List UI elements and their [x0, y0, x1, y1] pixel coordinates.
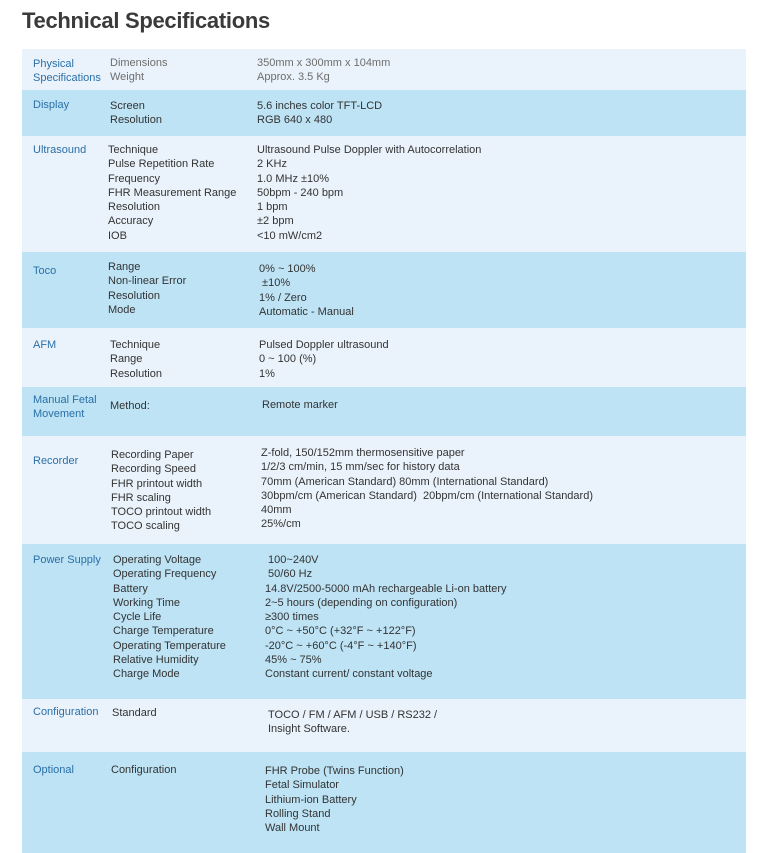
spec-row [22, 49, 746, 90]
spec-label: Range [110, 353, 143, 366]
spec-label: Mode [108, 303, 136, 316]
spec-label: Recording Speed [111, 463, 197, 476]
spec-category-line: Manual Fetal [33, 394, 97, 406]
spec-values [265, 553, 507, 682]
spec-row [22, 752, 746, 853]
spec-label: Resolution [110, 367, 162, 380]
spec-label: Relative Humidity [113, 654, 199, 667]
spec-category [33, 143, 86, 157]
spec-value: <10 mW/cm2 [257, 229, 323, 242]
spec-values [265, 764, 404, 835]
spec-label: Accuracy [108, 215, 154, 228]
spec-label: Configuration [111, 764, 177, 776]
spec-value: Remote marker [262, 399, 338, 411]
spec-labels [111, 763, 176, 777]
spec-category-line: Configuration [33, 706, 99, 718]
page-title: Technical Specifications [22, 8, 270, 33]
spec-category [33, 338, 56, 352]
spec-labels [110, 338, 162, 381]
spec-value: 40mm [261, 504, 292, 517]
spec-category-line: Toco [33, 265, 57, 277]
spec-category-line: Display [33, 99, 70, 111]
spec-label: TOCO scaling [111, 520, 180, 533]
spec-label: Standard [112, 707, 157, 719]
spec-values [268, 708, 437, 737]
spec-value: 1% [259, 367, 275, 380]
spec-row [22, 544, 746, 699]
spec-label: Method: [110, 400, 150, 412]
spec-value: 2 KHz [257, 158, 287, 171]
spec-label: Cycle Life [113, 611, 162, 624]
spec-category-line: Specifications [33, 72, 101, 84]
spec-category [33, 763, 74, 777]
spec-label: Non-linear Error [108, 275, 187, 288]
spec-value: 350mm x 300mm x 104mm [257, 57, 391, 69]
spec-value: 70mm (American Standard) 80mm (International Standard) [261, 475, 549, 488]
spec-label: Operating Temperature [113, 639, 226, 652]
spec-labels [110, 56, 167, 85]
spec-row [22, 436, 746, 544]
spec-value: 0% ~ 100% [259, 263, 316, 275]
spec-value: Wall Mount [265, 822, 320, 835]
spec-value: Z-fold, 150/152mm thermosensitive paper [261, 447, 465, 459]
spec-labels [113, 553, 226, 682]
spec-label: Technique [110, 339, 161, 351]
spec-value: 50/60 Hz [265, 568, 313, 581]
spec-label: Weight [110, 71, 145, 84]
spec-value: 30bpm/cm (American Standard) 20bpm/cm (International Standard) [261, 489, 593, 502]
spec-category [33, 393, 97, 421]
spec-label: Resolution [108, 289, 160, 302]
spec-label: Charge Mode [113, 668, 180, 681]
spec-value: 45% ~ 75% [265, 654, 322, 667]
spec-category [33, 454, 78, 468]
spec-values [259, 338, 389, 381]
spec-label: Frequency [108, 172, 160, 185]
spec-values [261, 446, 593, 532]
spec-category-line: Optional [33, 764, 74, 776]
spec-value: 0 ~ 100 (%) [259, 353, 317, 366]
spec-value: Ultrasound Pulse Doppler with Autocorrelation [257, 144, 482, 156]
spec-values [259, 262, 354, 319]
spec-value: 0°C ~ +50°C (+32°F ~ +122°F) [265, 625, 416, 638]
spec-value: 1/2/3 cm/min, 15 mm/sec for history data [261, 461, 460, 474]
spec-category-line: Ultrasound [33, 144, 87, 156]
spec-label: Battery [113, 582, 148, 595]
spec-category [33, 57, 101, 85]
spec-row [22, 699, 746, 752]
spec-value: 1 bpm [257, 201, 288, 214]
spec-label: FHR printout width [111, 477, 203, 490]
spec-value: TOCO / FM / AFM / USB / RS232 / [268, 709, 438, 721]
spec-label: Resolution [108, 201, 160, 214]
spec-value: Constant current/ constant voltage [265, 668, 433, 681]
spec-labels [110, 399, 150, 413]
spec-label: Operating Voltage [113, 554, 202, 566]
spec-label: Dimensions [110, 57, 168, 69]
spec-label: Pulse Repetition Rate [108, 158, 215, 171]
spec-value: 1.0 MHz ±10% [257, 172, 330, 185]
spec-values [262, 398, 338, 412]
spec-labels [112, 706, 157, 720]
spec-value: Lithium-ion Battery [265, 793, 357, 806]
spec-values [257, 56, 390, 85]
spec-category-line: Physical [33, 58, 74, 70]
spec-category [33, 98, 69, 112]
spec-label: Recording Paper [111, 449, 194, 461]
spec-value: RGB 640 x 480 [257, 114, 333, 127]
spec-category-line: AFM [33, 339, 57, 351]
spec-value: Fetal Simulator [265, 779, 339, 792]
spec-labels [108, 143, 236, 243]
spec-row [22, 387, 746, 436]
spec-labels [108, 260, 186, 317]
spec-labels [110, 99, 162, 128]
spec-value: ±2 bpm [257, 215, 294, 228]
spec-label: FHR scaling [111, 491, 171, 504]
spec-label: Screen [110, 100, 145, 112]
spec-value: ≥300 times [265, 611, 319, 624]
spec-value: 25%/cm [261, 518, 301, 531]
spec-values [257, 99, 382, 128]
spec-value: -20°C ~ +60°C (-4°F ~ +140°F) [265, 639, 417, 652]
spec-value: 100~240V [265, 554, 319, 566]
spec-row [22, 252, 746, 328]
spec-label: TOCO printout width [111, 506, 212, 519]
spec-row [22, 136, 746, 252]
spec-value: Approx. 3.5 Kg [257, 71, 330, 84]
spec-category [33, 553, 101, 567]
spec-label: Technique [108, 144, 159, 156]
spec-value: 5.6 inches color TFT-LCD [257, 100, 383, 112]
spec-row [22, 328, 746, 387]
spec-value: 50bpm - 240 bpm [257, 186, 344, 199]
spec-row [22, 90, 746, 136]
spec-category-line: Power Supply [33, 554, 101, 566]
spec-value: Rolling Stand [265, 807, 331, 820]
spec-label: FHR Measurement Range [108, 186, 237, 199]
spec-category [33, 264, 56, 278]
spec-category [33, 705, 98, 719]
spec-value: 14.8V/2500-5000 mAh rechargeable Li-on battery [265, 582, 507, 595]
spec-category-line: Movement [33, 408, 85, 420]
spec-value: Insight Software. [268, 723, 350, 736]
spec-category-line: Recorder [33, 455, 79, 467]
spec-value: FHR Probe (Twins Function) [265, 765, 404, 777]
spec-label: Charge Temperature [113, 625, 214, 638]
spec-values [257, 143, 481, 243]
spec-value: Automatic - Manual [259, 305, 354, 318]
spec-value: 1% / Zero [259, 291, 307, 304]
spec-value: ±10% [259, 277, 291, 290]
spec-value: 2~5 hours (depending on configuration) [265, 596, 458, 609]
spec-label: IOB [108, 229, 127, 242]
spec-label: Range [108, 261, 141, 273]
spec-label: Operating Frequency [113, 568, 217, 581]
spec-labels [111, 448, 211, 534]
spec-label: Resolution [110, 114, 162, 127]
spec-value: Pulsed Doppler ultrasound [259, 339, 389, 351]
spec-label: Working Time [113, 596, 181, 609]
